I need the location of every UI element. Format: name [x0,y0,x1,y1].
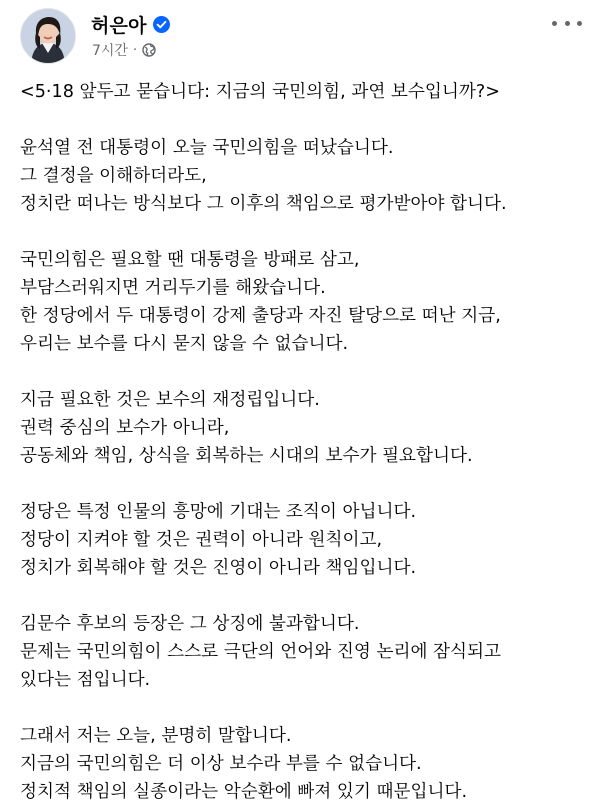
text-line: 문제는 국민의힘이 스스로 극단의 언어와 진영 논리에 잠식되고 [20,642,502,662]
avatar[interactable] [20,8,76,64]
text-line: 그래서 저는 오늘, 분명히 말합니다. [20,726,292,746]
post-title: <5·18 앞두고 묻습니다: 지금의 국민의힘, 과연 보수입니까?> [20,82,500,102]
more-dot-icon [577,21,582,26]
verified-badge-icon [153,16,170,33]
text-line: 우리는 보수를 다시 묻지 않을 수 없습니다. [20,334,349,354]
text-line: 김문수 후보의 등장은 그 상징에 불과합니다. [20,614,360,634]
paragraph-4 [20,498,590,582]
text-line: 지금의 국민의힘은 더 이상 보수라 부를 수 없습니다. [20,754,422,774]
text-line: 정치적 책임의 실종이라는 악순환에 빠져 있기 때문입니다. [20,782,468,802]
text-line: 정당은 특정 인물의 흥망에 기대는 조직이 아닙니다. [20,502,417,522]
text-line: 지금 필요한 것은 보수의 재정립입니다. [20,390,320,410]
text-line: 부담스러워지면 거리두기를 해왔습니다. [20,278,326,298]
text-line: 정치가 회복해야 할 것은 진영이 아니라 책임입니다. [20,558,417,578]
text-line: 정치란 떠나는 방식보다 그 이후의 책임으로 평가받아야 합니다. [20,194,507,214]
text-line: 정당이 지켜야 할 것은 권력이 아니라 원칙이고, [20,530,383,550]
text-line: 그 결정을 이해하더라도, [20,166,207,186]
text-line: 윤석열 전 대통령이 오늘 국민의힘을 떠났습니다. [20,138,394,158]
globe-icon[interactable] [142,43,156,57]
post-header [0,0,600,78]
author-name[interactable]: 허은아 [91,14,147,37]
more-dot-icon [565,21,570,26]
post-body [20,78,590,806]
profile-photo-icon [21,9,75,63]
more-options-button[interactable] [552,12,582,34]
more-dot-icon [552,21,557,26]
text-line: 한 정당에서 두 대통령이 강제 출당과 자진 탈당으로 떠난 지금, [20,306,501,326]
paragraph-6 [20,722,590,806]
paragraph-1 [20,134,590,218]
paragraph-3 [20,386,590,470]
post-timestamp[interactable]: 7시간 [92,43,128,59]
paragraph-5 [20,610,590,694]
text-line: 있다는 점입니다. [20,670,151,690]
paragraph-2 [20,246,590,358]
text-line: 권력 중심의 보수가 아니라, [20,418,230,438]
text-line: 국민의힘은 필요할 땐 대통령을 방패로 삼고, [20,250,360,270]
meta-separator: · [132,42,138,58]
author-row [91,11,170,37]
post-meta [92,40,156,60]
text-line: 공동체와 책임, 상식을 회복하는 시대의 보수가 필요합니다. [20,446,473,466]
